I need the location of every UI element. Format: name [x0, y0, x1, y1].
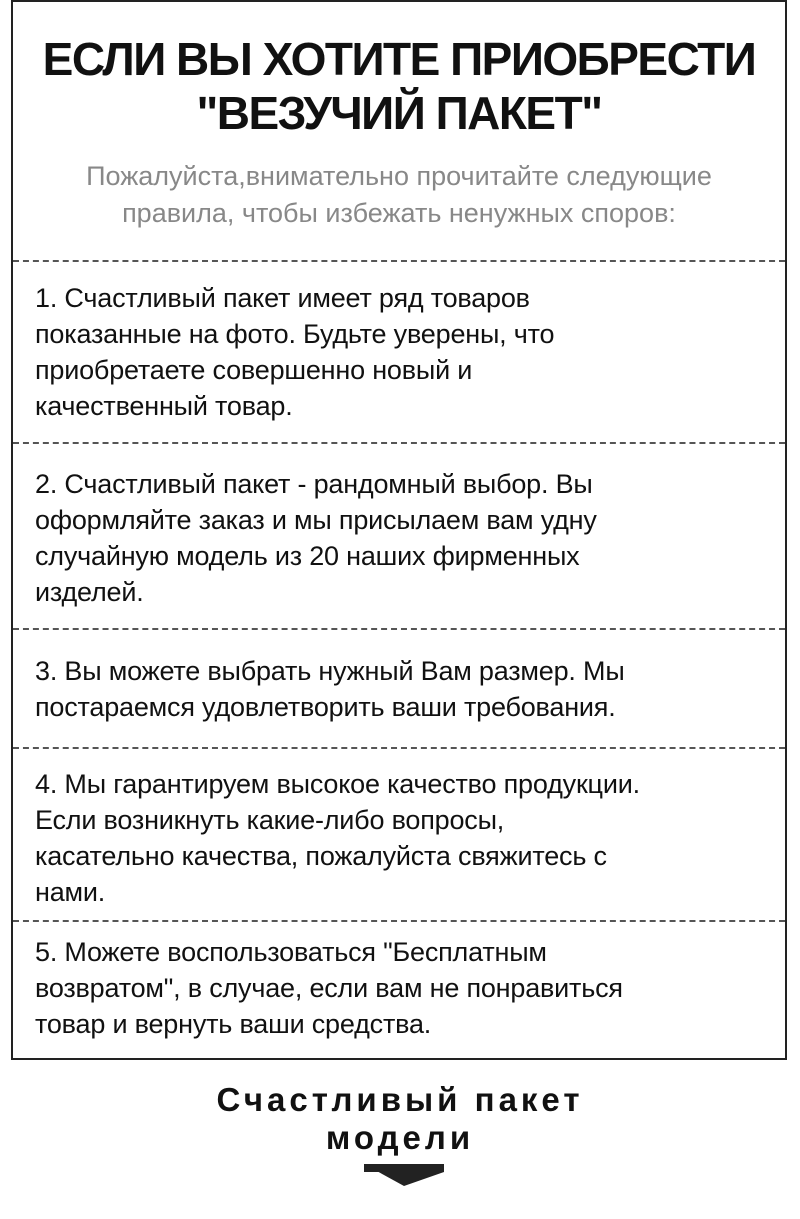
down-arrow-icon [364, 1164, 444, 1186]
rule-line: Если возникнуть какие-либо вопросы, [35, 805, 505, 835]
rule-line: касательно качества, пожалуйста свяжитесь с [35, 841, 607, 871]
rule-item-5 [35, 934, 775, 1042]
page-subtitle [13, 158, 785, 232]
rules-panel [11, 0, 787, 1060]
rule-line: 5. Можете воспользоваться "Бесплатным [35, 937, 547, 967]
section-heading-line-2: модели [325, 1119, 475, 1156]
divider [13, 628, 785, 630]
rule-line: постараемся удовлетворить ваши требования. [35, 692, 616, 722]
rule-line: 2. Счастливый пакет - рандомный выбор. Вы [35, 469, 593, 499]
rule-item-1 [35, 280, 775, 424]
rule-line: нами. [35, 877, 106, 907]
rule-line: качественный товар. [35, 391, 293, 421]
down-arrow-bar [364, 1164, 444, 1172]
rule-line: возвратом", в случае, если вам не понравиться [35, 973, 623, 1003]
rule-item-3 [35, 653, 775, 725]
rule-line: 4. Мы гарантируем высокое качество продукции. [35, 769, 640, 799]
rule-line: показанные на фото. Будьте уверены, что [35, 319, 555, 349]
title-line-1: ЕСЛИ ВЫ ХОТИТЕ ПРИОБРЕСТИ [42, 33, 756, 85]
divider [13, 747, 785, 749]
section-heading [0, 1081, 800, 1157]
rule-line: приобретаете совершенно новый и [35, 355, 473, 385]
divider [13, 920, 785, 922]
rule-line: 1. Счастливый пакет имеет ряд товаров [35, 283, 530, 313]
rule-line: товар и вернуть ваши средства. [35, 1009, 432, 1039]
subtitle-line-2: правила, чтобы избежать ненужных споров: [122, 198, 676, 228]
rule-line: оформляйте заказ и мы присылаем вам удну [35, 505, 597, 535]
rule-line: изделей. [35, 577, 144, 607]
rule-line: 3. Вы можете выбрать нужный Вам размер. Мы [35, 656, 625, 686]
subtitle-line-1: Пожалуйста,внимательно прочитайте следующие [86, 161, 712, 191]
divider [13, 442, 785, 444]
rule-line: случайную модель из 20 наших фирменных [35, 541, 580, 571]
section-heading-line-1: Счастливый пакет [216, 1081, 584, 1118]
rule-item-2 [35, 466, 775, 610]
divider [13, 260, 785, 262]
page-title [13, 32, 785, 140]
rule-item-4 [35, 766, 775, 910]
title-line-2: "ВЕЗУЧИЙ ПАКЕТ" [196, 87, 602, 139]
